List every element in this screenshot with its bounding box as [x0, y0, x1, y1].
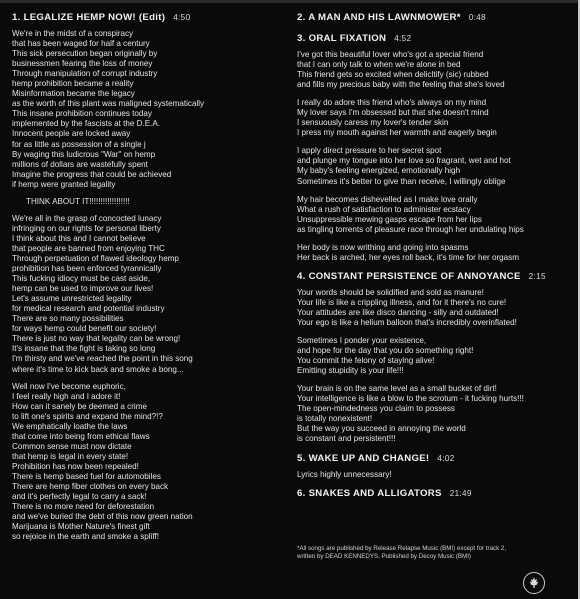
track-1-stanza-3 — [12, 382, 290, 543]
lyric-line: Sometimes I ponder your existence, — [297, 336, 427, 346]
lyric-line: Imagine the progress that could be achieved — [12, 169, 172, 179]
track-1-time: 4:50 — [173, 13, 191, 22]
lyric-line: Through manipulation of corrupt industry — [12, 69, 158, 79]
lyric-line: hemp prohibition became a reality — [12, 79, 134, 89]
track-4-title — [297, 271, 573, 282]
lyric-line: There are hemp fiber clothes on every back — [12, 482, 169, 492]
lyric-stanza — [297, 195, 573, 235]
track-1-stanza-2 — [12, 214, 290, 375]
lyric-stanza — [297, 336, 573, 376]
track-5-lyrics — [297, 470, 573, 480]
lyric-line: Innocent people are locked away — [12, 129, 131, 139]
lyric-line: Prohibition has now been repealed! — [12, 461, 139, 471]
lyric-line: Your brain is on the same level as a small bucket of dirt! — [297, 384, 497, 394]
lyric-line: THINK ABOUT IT!!!!!!!!!!!!!!!!!! — [26, 196, 130, 206]
lyric-line: is constant and persistent!!! — [297, 434, 396, 444]
lyric-line: We're in the midst of a conspiracy — [12, 29, 134, 38]
lyric-line: if hemp were granted legality — [12, 179, 116, 189]
lyric-line: Misinformation became the legacy — [12, 89, 135, 99]
lyric-line: This insane prohibition continues today — [12, 109, 152, 119]
lyric-line: Sometimes it's better to give than receive, I willingly oblige — [297, 176, 506, 186]
track-1-think-about-it — [12, 197, 290, 207]
lyric-line: I sensuously caress my lover's tender skin — [297, 118, 449, 128]
track-4-name: 4. CONSTANT PERSISTENCE OF ANNOYANCE — [297, 270, 521, 282]
lyric-line: Your intelligence is like a blow to the scrotum - it fucking hurts!!! — [297, 394, 524, 404]
lyric-line: There is just no way that legality can be wrong! — [12, 334, 181, 344]
lyric-line: so rejoice in the earth and smoke a spliff! — [12, 532, 159, 542]
track-3-name: 3. ORAL FIXATION — [297, 33, 387, 44]
track-1-title — [12, 12, 290, 23]
lyric-line: There is no more need for deforestation — [12, 502, 155, 512]
track-4-time: 2:15 — [528, 271, 546, 281]
lyric-line: How can it sanely be deemed a crime — [12, 401, 147, 411]
lyric-line: Your words should be solidified and sold as manure! — [297, 287, 484, 297]
top-edge-divider — [0, 0, 580, 3]
publishing-footnote — [297, 545, 557, 561]
lyric-line: Let's assume unrestricted legality — [12, 294, 132, 304]
lyric-line: Your attitudes are like disco dancing - silly and outdated! — [297, 307, 499, 317]
lyric-line: I've got this beautiful lover who's got a special friend — [297, 50, 484, 59]
lyric-line: that I can only talk to when we're alone in bed — [297, 60, 461, 70]
lyric-line: and fills my precious baby with the feeling that she's loved — [297, 80, 505, 90]
lyric-line: What a rush of satisfaction to administer ecstacy — [297, 204, 471, 214]
lyric-line: This fucking idiocy must be cast aside, — [12, 274, 151, 284]
lyric-line: It's insane that the fight is taking so long — [12, 344, 156, 354]
lyric-line: is totally nonexistent! — [297, 414, 373, 424]
track-6-time: 21:49 — [449, 488, 472, 498]
lyric-line: to lift one's spirits and expand the mind?!? — [12, 411, 163, 421]
lyric-line: hemp can be used to improve our lives! — [12, 284, 154, 294]
lyric-line: My lover says I'm obsessed but that she doesn't mind — [297, 108, 489, 118]
lyric-line: This sick persecution began originally by — [12, 49, 158, 59]
maple-leaf-icon — [524, 573, 544, 593]
lyric-stanza — [297, 288, 573, 328]
lyric-line: Her body is now writhing and going into spasms — [297, 242, 469, 252]
lyric-line: businessmen fearing the loss of money — [12, 59, 153, 69]
lyric-line: My hair becomes dishevelled as I make love orally — [297, 194, 478, 204]
left-column — [12, 12, 290, 549]
lyric-line: that has been waged for half a century — [12, 39, 150, 49]
lyric-line: I press my mouth against her warmth and eagerly begin — [297, 128, 497, 138]
lyric-line: Marijuana is Mother Nature's finest gift — [12, 522, 150, 532]
lyric-line: I apply direct pressure to her secret spot — [297, 146, 442, 156]
lyric-line: I feel really high and I adore it! — [12, 391, 121, 401]
lyric-line: This friend gets so excited when delicltify (sic) rubbed — [297, 70, 489, 80]
lyric-line: Her back is arched, her eyes roll back, it's time for her orgasm — [297, 252, 519, 262]
printed-in-canada-logo — [523, 572, 545, 594]
track-2-name: 2. A MAN AND HIS LAWNMOWER* — [297, 12, 461, 23]
track-5-time: 4:02 — [437, 453, 455, 463]
lyric-line: Emitting stupidity is your life!!! — [297, 366, 404, 376]
track-4-lyrics — [297, 288, 573, 445]
lyric-line: for as little as possession of a single j — [12, 139, 146, 149]
lyric-line: I'm thirsty and we've reached the point in this song — [12, 354, 193, 364]
lyric-line: By waging this ludicrous "War" on hemp — [12, 149, 156, 159]
right-column — [297, 12, 573, 505]
lyric-line: We're all in the grasp of concocted lunacy — [12, 213, 162, 223]
lyric-line: Through perpetuation of flawed ideology hemp — [12, 253, 179, 263]
lyric-line: where it's time to kick back and smoke a bong... — [12, 364, 184, 374]
lyric-line: We emphatically loathe the laws — [12, 421, 128, 431]
track-6-title — [297, 488, 573, 499]
lyric-stanza — [297, 384, 573, 444]
lyric-line: Your ego is like a helium balloon that's incredibly overinflated! — [297, 317, 517, 327]
lyric-line: There is hemp based fuel for automobiles — [12, 471, 161, 481]
lyric-stanza — [297, 146, 573, 186]
track-1-name: 1. LEGALIZE HEMP NOW! (Edit) — [12, 12, 166, 23]
lyric-line: implemented by the fascists at the D.E.A. — [12, 119, 161, 129]
track-5-name: 5. WAKE UP AND CHANGE! — [297, 452, 430, 464]
lyric-line: There are so many possibilities — [12, 314, 124, 324]
track-2-time: 0:48 — [468, 13, 486, 22]
lyric-line: infringing on our rights for personal liberty — [12, 223, 161, 233]
lyric-line: Common sense must now dictate — [12, 441, 132, 451]
lyric-line: I really do adore this friend who's always on my mind — [297, 98, 487, 108]
lyric-line: that come into being from ethical flaws — [12, 431, 150, 441]
lyric-line: prohibition has been enforced tyrannically — [12, 264, 162, 274]
lyric-line: that hemp is legal in every state! — [12, 451, 129, 461]
lyric-line: and hope for the day that you do something right! — [297, 346, 474, 356]
track-5-title — [297, 453, 573, 464]
lyric-line: The open-mindedness you claim to possess — [297, 404, 455, 414]
lyric-line: I think about this and I cannot believe — [12, 233, 146, 243]
lyric-line: My baby's feeling energized, emotionally high — [297, 166, 461, 176]
lyric-stanza — [297, 243, 573, 263]
footnote-line-1: *All songs are published by Release Relapse Music (BMI) except for track 2, — [297, 545, 507, 552]
lyric-stanza — [297, 470, 573, 480]
lyric-line: Lyrics highly unnecessary! — [297, 469, 392, 479]
lyric-line: Unsuppressible mewing gasps escape from her lips — [297, 214, 482, 224]
lyric-line: that people are banned from enjoying THC — [12, 243, 165, 253]
track-3-title — [297, 33, 573, 44]
lyric-line: millions of dollars are wastefully spent — [12, 159, 148, 169]
lyric-line: as the worth of this plant was maligned systematically — [12, 99, 205, 109]
lyric-line: But the way you succeed in annoying the world — [297, 424, 466, 434]
lyric-line: as tingling torrents of pleasure race through her undulating hips — [297, 224, 524, 234]
lyric-line: and it's perfectly legal to carry a sack! — [12, 492, 147, 502]
lyric-line: for ways hemp could benefit our society! — [12, 324, 157, 334]
track-1-stanza-1 — [12, 29, 290, 190]
track-3-time: 4:52 — [394, 34, 412, 43]
lyric-line: Your life is like a crippling illness, and for it there's no cure! — [297, 297, 507, 307]
lyric-line: and we've buried the debt of this now green nation — [12, 512, 193, 522]
track-6-name: 6. SNAKES AND ALLIGATORS — [297, 487, 442, 499]
track-3-lyrics — [297, 50, 573, 263]
lyric-line: and plunge my tongue into her love so fragrant, wet and hot — [297, 156, 511, 166]
lyric-stanza — [297, 50, 573, 90]
lyric-stanza — [297, 98, 573, 138]
lyric-line: You commit the felony of staying alive! — [297, 356, 435, 366]
footnote-line-2: written by DEAD KENNEDYS, Published by Decoy Music (BMI) — [297, 553, 471, 560]
lyric-line: for medical research and potential industry — [12, 304, 165, 314]
track-2-title — [297, 12, 573, 23]
lyric-line: Well now I've become euphoric, — [12, 381, 126, 391]
